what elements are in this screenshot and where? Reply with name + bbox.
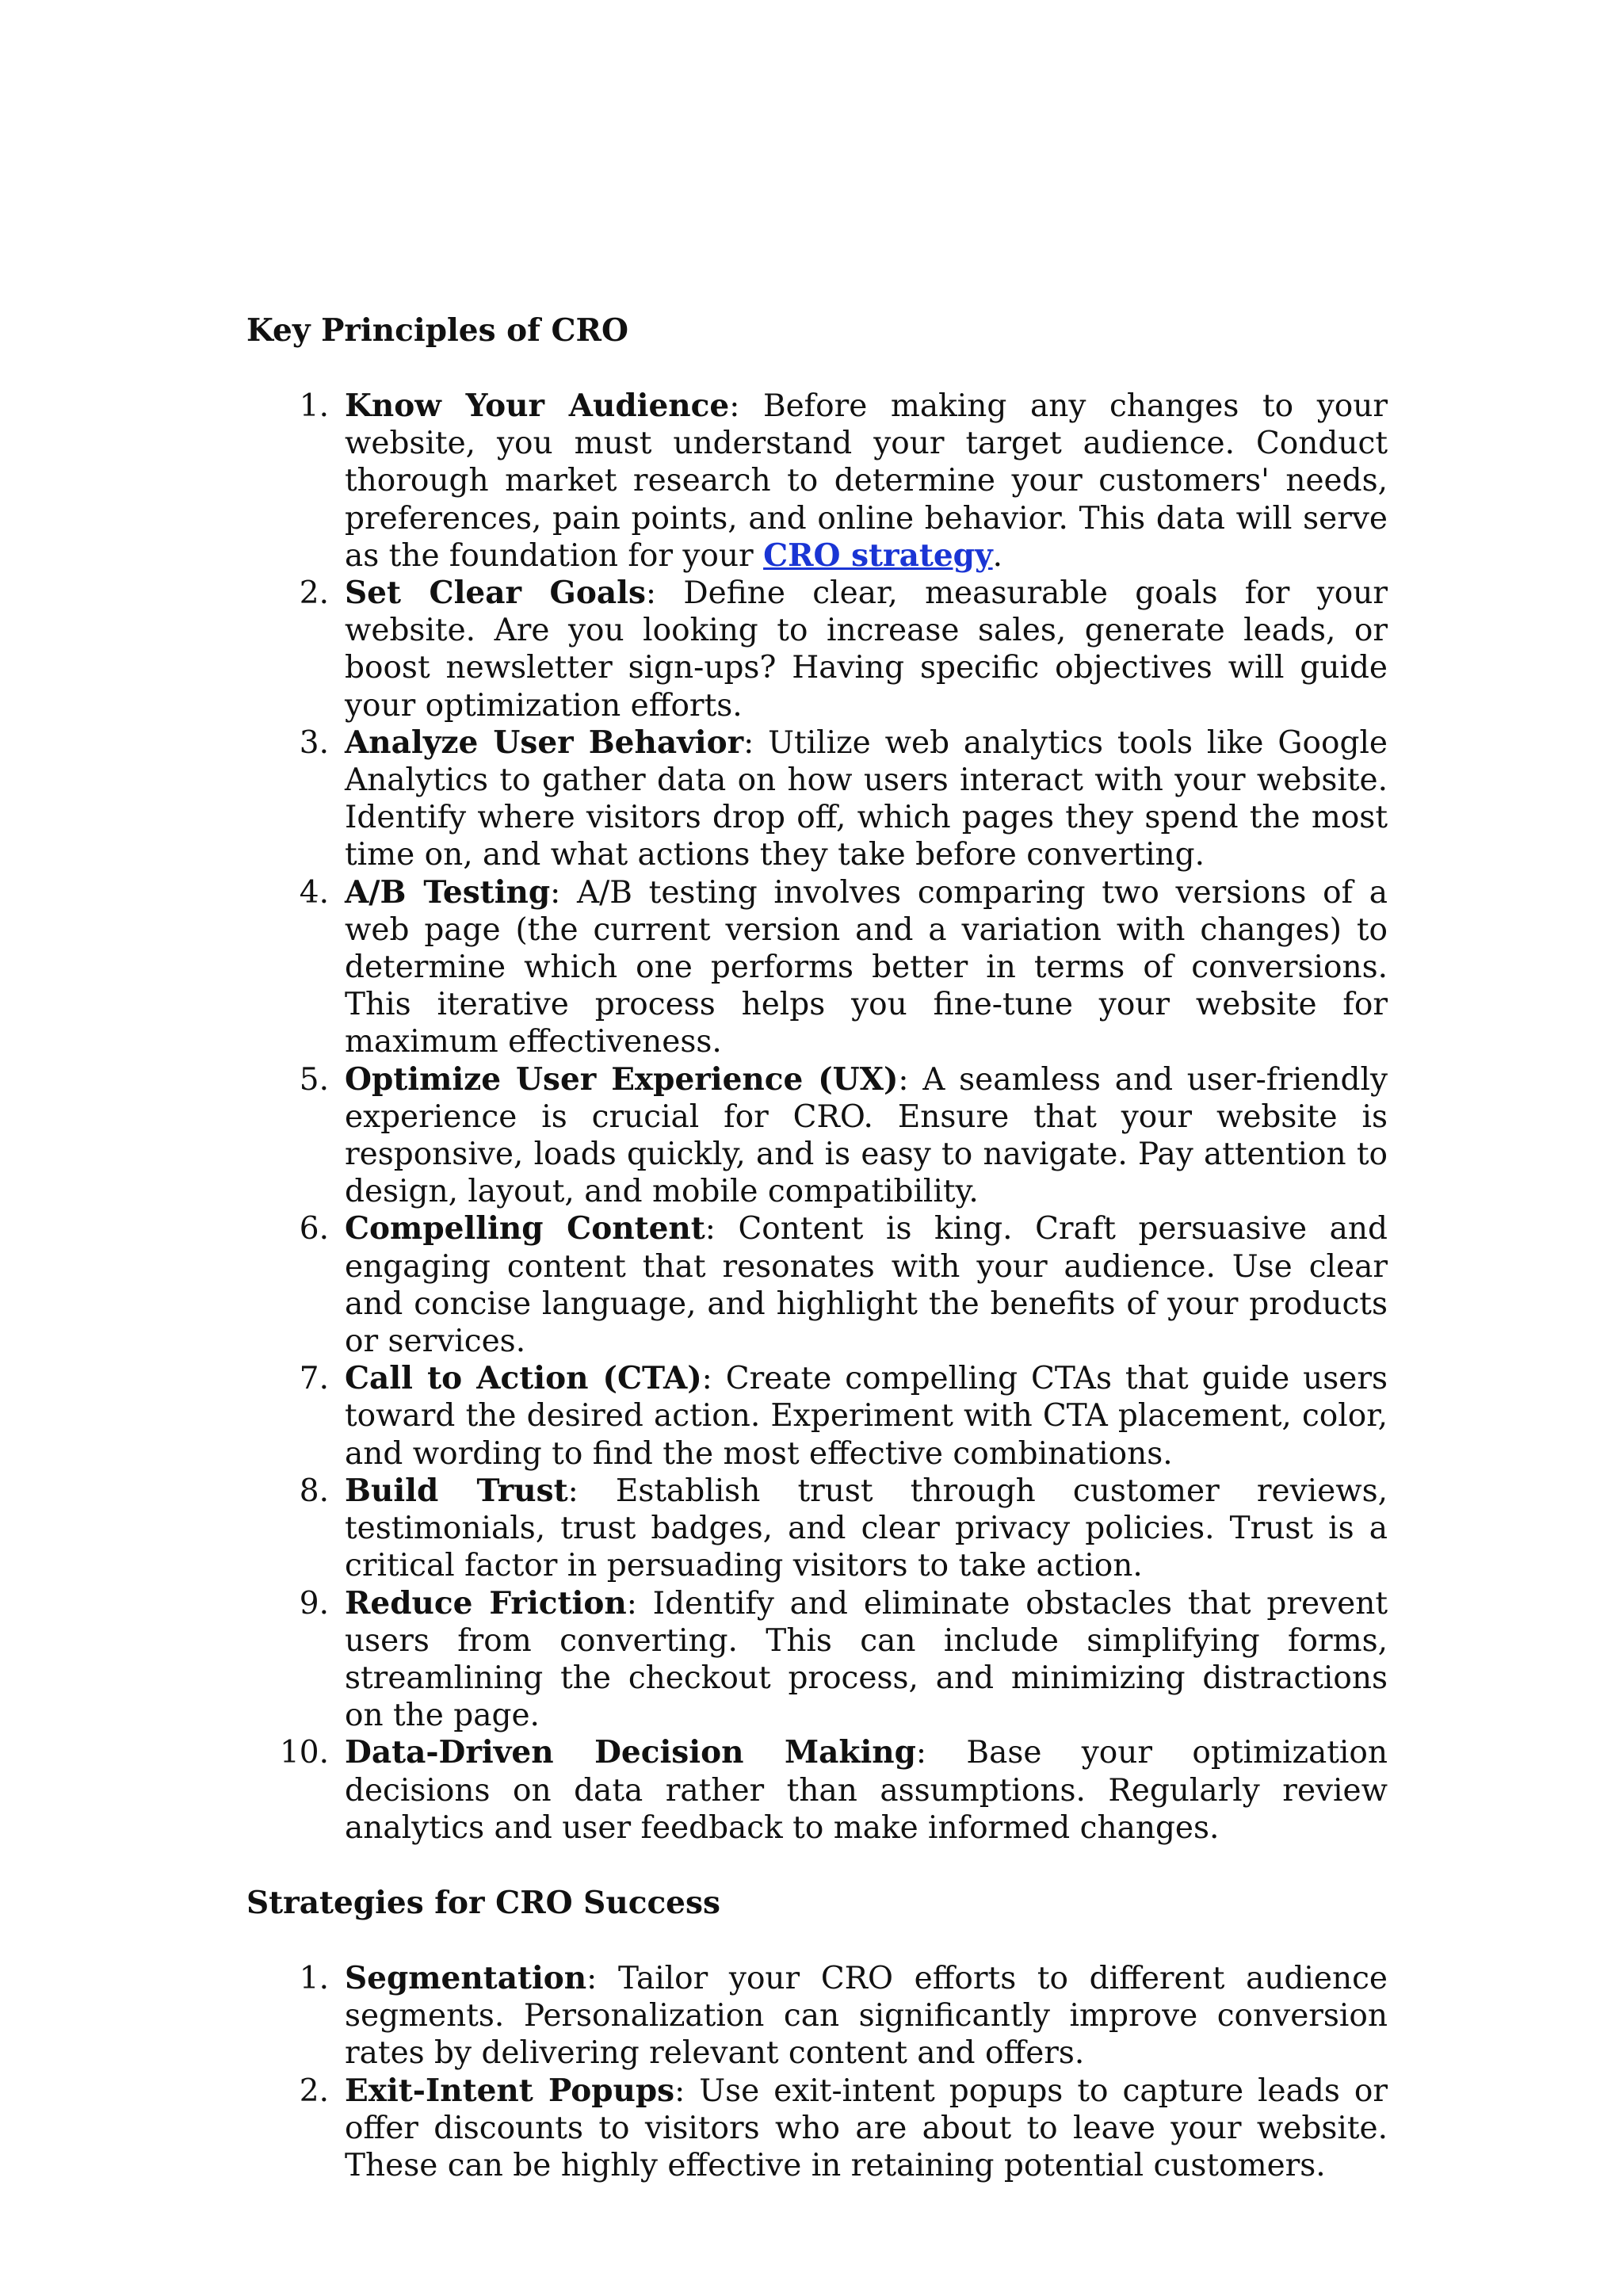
strategies-list: [246, 1960, 1388, 2184]
section-heading-key-principles: Key Principles of CRO: [246, 312, 628, 349]
list-item: [246, 2073, 1388, 2185]
list-number: 2.: [299, 2073, 329, 2109]
list-number: 7.: [299, 1361, 329, 1397]
item-text: : Define clear, measurable goals for your website. Are you looking to increase sales, generate leads, or boost newsletter sign-ups? Having specific objectives will guide your optimization efforts.: [345, 575, 1388, 724]
list-number: 6.: [299, 1211, 329, 1247]
section-heading-strategies: Strategies for CRO Success: [246, 1884, 720, 1921]
item-text: : Base your optimization decisions on data rather than assumptions. Regularly review analytics and user feedback to make informed changes.: [345, 1735, 1388, 1846]
cro-strategy-link[interactable]: CRO strategy: [763, 537, 993, 574]
item-term: Analyze User Behavior: [345, 724, 744, 761]
item-term: Call to Action (CTA): [345, 1360, 702, 1397]
item-term: Set Clear Goals: [345, 575, 646, 612]
list-item: [246, 1473, 1388, 1585]
item-term: Compelling Content: [345, 1210, 705, 1247]
item-term: Know Your Audience: [345, 388, 730, 424]
item-text: : A/B testing involves comparing two versions of a web page (the current version and a variation with changes) to determine which one performs better in terms of conversions. This iterative process helps you fine-tune your website for maximum effectiveness.: [345, 874, 1388, 1060]
list-item: [246, 1210, 1388, 1360]
list-number: 1.: [299, 1960, 329, 1996]
item-term: Segmentation: [345, 1959, 587, 1996]
list-number: 10.: [279, 1735, 329, 1771]
item-text-after: .: [992, 537, 1003, 574]
list-item: [246, 1360, 1388, 1473]
item-term: Optimize User Experience (UX): [345, 1060, 899, 1098]
item-term: A/B Testing: [345, 873, 551, 911]
item-text: : Use exit-intent popups to capture leads or offer discounts to visitors who are about to leave your website. These can be highly effective in retaining potential customers.: [345, 2073, 1388, 2183]
list-item: [246, 388, 1388, 575]
document-page: [246, 304, 1388, 2184]
item-text: : Content is king. Craft persuasive and engaging content that resonates with your audience. Use clear and concise language, and highlight the benefits of your products or services.: [345, 1211, 1388, 1360]
item-text: : Before making any changes to your website, you must understand your target audience. Conduct thorough market research to determine your customers' needs, preferences, pain points, and online behavior. This data will serve as the foundation for your: [345, 388, 1388, 574]
list-item: [246, 724, 1388, 874]
item-text: : Utilize web analytics tools like Google Analytics to gather data on how users interact with your website. Identify where visitors drop off, which pages they spend the most time on, and what actions they take before converting.: [345, 724, 1388, 873]
list-number: 2.: [299, 575, 329, 612]
list-item: [246, 1960, 1388, 2073]
item-term: Data-Driven Decision Making: [345, 1734, 916, 1771]
list-number: 9.: [299, 1585, 329, 1622]
item-text: : A seamless and user-friendly experience is crucial for CRO. Ensure that your website is responsive, loads quickly, and is easy to navigate. Pay attention to design, layout, and mobile compatibility.: [345, 1061, 1388, 1210]
list-item: [246, 1061, 1388, 1211]
item-term: Exit-Intent Popups: [345, 2072, 675, 2109]
item-text: : Establish trust through customer reviews, testimonials, trust badges, and clear privacy policies. Trust is a critical factor in persuading visitors to take action.: [345, 1473, 1388, 1584]
key-principles-list: [246, 388, 1388, 1847]
list-item: [246, 1734, 1388, 1847]
list-number: 5.: [299, 1061, 329, 1098]
list-number: 1.: [299, 388, 329, 424]
item-term: Build Trust: [345, 1472, 568, 1509]
list-number: 8.: [299, 1473, 329, 1509]
item-term: Reduce Friction: [345, 1584, 627, 1622]
list-number: 3.: [299, 724, 329, 761]
list-item: [246, 575, 1388, 724]
item-text: : Identify and eliminate obstacles that prevent users from converting. This can include simplifying forms, streamlining the checkout process, and minimizing distractions on the page.: [345, 1585, 1388, 1734]
list-item: [246, 1585, 1388, 1735]
list-number: 4.: [299, 874, 329, 911]
item-text: : Create compelling CTAs that guide users toward the desired action. Experiment with CTA placement, color, and wording to find the most effective combinations.: [345, 1361, 1388, 1472]
item-text: : Tailor your CRO efforts to different audience segments. Personalization can significantly improve conversion rates by delivering relevant content and offers.: [345, 1960, 1388, 2072]
list-item: [246, 874, 1388, 1061]
